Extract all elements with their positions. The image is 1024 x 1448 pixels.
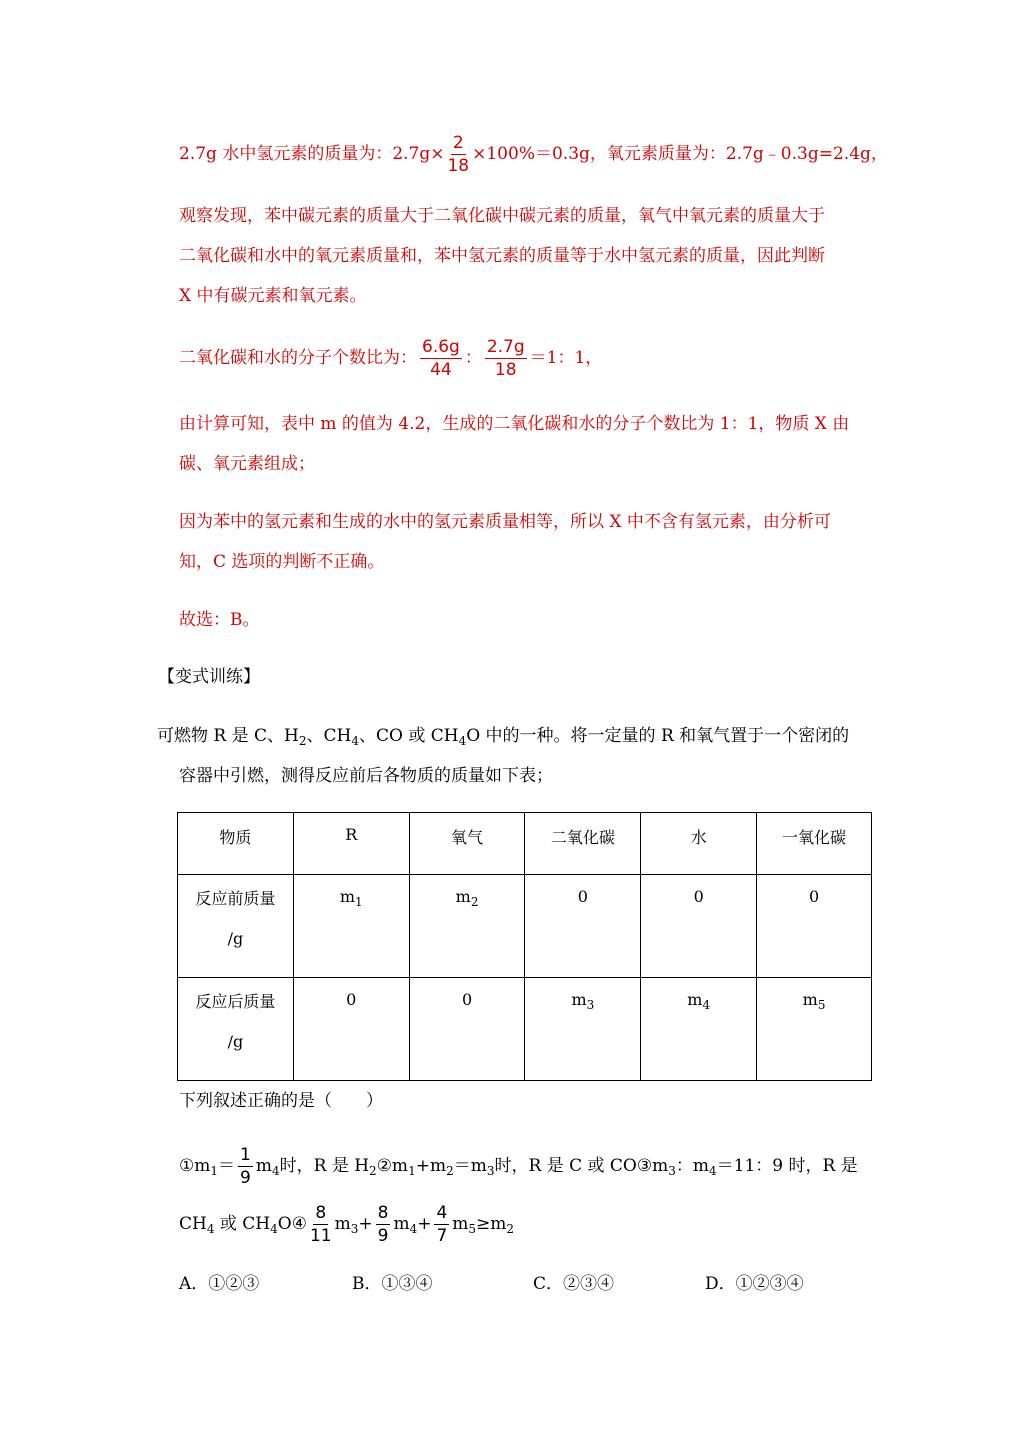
table-header-cell: 物质 [178, 813, 294, 875]
question-paragraph-2: 容器中引燃，测得反应前后各物质的质量如下表； [179, 766, 553, 786]
fraction-2-over-18: $\frac{2}{18}$ [447, 133, 470, 176]
solution-line-4: X 中有碳元素和氧元素。 [179, 286, 367, 306]
solution-line-3: 二氧化碳和水中的氧元素质量和，苯中氢元素的质量等于水中氢元素的质量，因此判断 [179, 246, 825, 266]
table-cell: $m_3$ [525, 978, 641, 1081]
solution-line-8: 因为苯中的氢元素和生成的水中的氢元素质量相等，所以 X 中不含有氢元素，由分析可 [179, 512, 831, 532]
table-row-label: 反应前质量 /g [178, 875, 294, 978]
table-cell: $m_5$ [757, 978, 872, 1081]
table-row-after [178, 978, 872, 1081]
table-cell: $m_1$ [293, 875, 409, 978]
solution-line-9: 知，C 选项的判断不正确。 [179, 552, 385, 572]
fraction-co2: $\frac{6.6g}{44}$ [422, 337, 460, 380]
solution-line-5: 二氧化碳和水的分子个数比为： $\frac{6.6g}{44}$ ： $\frac{2.7g}{18}$ ＝1：1， [179, 337, 603, 380]
table-header-cell: 一氧化碳 [757, 813, 872, 875]
fraction-8-over-9: $\frac{8}{9}$ [377, 1203, 389, 1246]
table-cell: 0 [641, 875, 757, 978]
fraction-4-over-7: $\frac{4}{7}$ [436, 1203, 448, 1246]
question-prompt: 下列叙述正确的是（ ） [179, 1091, 383, 1111]
table-row-before [178, 875, 872, 978]
table-cell: 0 [525, 875, 641, 978]
solution-line-1: 2.7g 水中氢元素的质量为：2.7g× $\frac{2}{18}$ ×100%＝0.3g，氧元素质量为：2.7g﹣0.3g=2.4g， [179, 133, 888, 176]
table-header-cell: 水 [641, 813, 757, 875]
table-cell: $m_2$ [409, 875, 525, 978]
table-cell: 0 [293, 978, 409, 1081]
solution-line-7: 碳、氧元素组成； [179, 454, 315, 474]
statement-line-1: $①m_1=$ $\frac{1}{9}$ $m_4$时，R 是 $H_2②m_1+m_2=m_3$时，R 是 C 或 $CO③m_3$：$m_4=11$：9 时，R 是 [179, 1145, 858, 1188]
table-cell: 0 [757, 875, 872, 978]
option-c[interactable]: C．②③④ [533, 1274, 615, 1294]
option-a[interactable]: A．①②③ [179, 1274, 260, 1294]
table-row-label: 反应后质量 /g [178, 978, 294, 1081]
table-header-cell: R [293, 813, 409, 875]
fraction-1-over-9: $\frac{1}{9}$ [240, 1145, 251, 1188]
section-title: 【变式训练】 [158, 667, 260, 687]
table-header-cell: 氧气 [409, 813, 525, 875]
mass-table [177, 812, 872, 1081]
option-d[interactable]: D．①②③④ [705, 1274, 804, 1294]
option-b[interactable]: B．①③④ [352, 1274, 433, 1294]
solution-line-6: 由计算可知，表中 m 的值为 4.2，生成的二氧化碳和水的分子个数比为 1：1，物质 X 由 [179, 414, 850, 434]
table-header-cell: 二氧化碳 [525, 813, 641, 875]
question-paragraph-1: 可燃物 R 是 C、$H_2$、$CH_4$、CO 或 $CH_4O$ 中的一种。将一定量的 R 和氧气置于一个密闭的 [157, 726, 850, 748]
table-cell: 0 [409, 978, 525, 1081]
fraction-8-over-11: $\frac{8}{11}$ [309, 1203, 332, 1246]
fraction-h2o: $\frac{2.7g}{18}$ [486, 337, 525, 380]
solution-answer: 故选：B。 [179, 610, 260, 630]
table-header-row [178, 813, 872, 875]
statement-line-2: $CH_4$ 或 $CH_4O④$ $\frac{8}{11}$ $m_3+$ $\frac{8}{9}$ $m_4+$ $\frac{4}{7}$ $m_5\ge m_2$ [179, 1203, 515, 1246]
solution-line-2: 观察发现，苯中碳元素的质量大于二氧化碳中碳元素的质量，氧气中氧元素的质量大于 [179, 206, 825, 226]
table-cell: $m_4$ [641, 978, 757, 1081]
